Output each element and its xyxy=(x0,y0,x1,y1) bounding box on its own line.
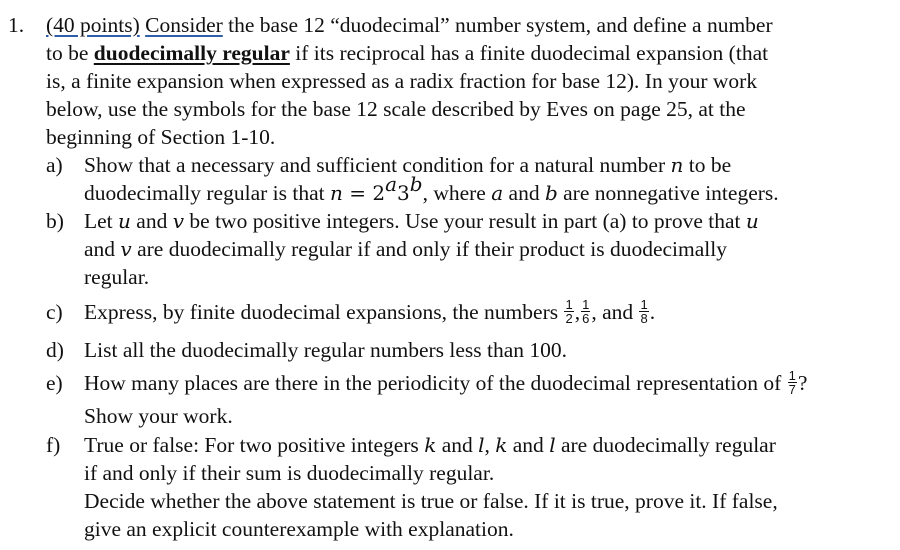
part-f-text: are duodecimally regular xyxy=(555,433,776,457)
part-f-label: f) xyxy=(46,433,61,457)
math-equals-two: = 2 xyxy=(342,181,386,205)
part-e-text: How many places are there in the periodicity of the duodecimal representation of xyxy=(84,371,787,395)
math-var-n: n xyxy=(329,181,343,205)
part-f-line-4: give an explicit counterexample with explanation. xyxy=(84,517,514,541)
fraction-denominator: 7 xyxy=(788,381,796,397)
part-b-line-1 xyxy=(84,207,759,235)
math-three: 3 xyxy=(397,181,410,205)
part-f-text: , xyxy=(484,433,496,457)
part-c-line-1 xyxy=(84,298,655,328)
exponent-a: a xyxy=(385,172,398,196)
fraction-denominator: 8 xyxy=(640,310,648,326)
part-c-and: and xyxy=(596,300,639,324)
fraction-one-sixth xyxy=(581,298,590,325)
part-e-label: e) xyxy=(46,371,63,395)
math-var-n: n xyxy=(670,153,684,177)
part-a-text: duodecimally regular is that xyxy=(84,181,330,205)
part-b-text: and xyxy=(84,237,121,261)
problem-number: 1. xyxy=(8,13,25,37)
part-a-label: a) xyxy=(46,153,63,177)
part-a-text: and xyxy=(503,181,545,205)
part-a-text: are nonnegative integers. xyxy=(557,181,779,205)
math-var-k: k xyxy=(495,433,508,457)
intro-line-3: is, a finite expansion when expressed as a radix fraction for base 12). In your work xyxy=(46,69,758,93)
comma: , xyxy=(574,300,581,324)
fraction-numerator: 1 xyxy=(640,296,648,312)
fraction-one-half xyxy=(564,298,573,325)
fraction-numerator: 1 xyxy=(565,296,573,312)
part-b-text: are duodecimally regular if and only if their product is duodecimally xyxy=(131,237,727,261)
part-e-line-1 xyxy=(84,369,807,399)
part-a-line-1 xyxy=(84,151,731,179)
fraction-one-seventh xyxy=(788,369,797,396)
exponent-b: b xyxy=(409,172,423,196)
fraction-numerator: 1 xyxy=(582,296,590,312)
fraction-one-eighth xyxy=(639,298,648,325)
intro-text-2b: if its reciprocal has a finite duodecimal expansion (that xyxy=(289,41,769,65)
math-var-k: k xyxy=(424,433,437,457)
part-a-text: to be xyxy=(683,153,732,177)
math-var-u: u xyxy=(745,209,759,233)
intro-text-1: the base 12 “duodecimal” number system, and define a number xyxy=(222,13,773,37)
part-b-text: and xyxy=(130,209,173,233)
part-d-label: d) xyxy=(46,338,64,362)
part-c-text: Express, by finite duodecimal expansions, the numbers xyxy=(84,300,564,324)
part-b-text: be two positive integers. Use your result in part (a) to prove that xyxy=(184,209,746,233)
math-var-v: v xyxy=(172,209,185,233)
intro-line-1 xyxy=(46,11,773,39)
part-c-label: c) xyxy=(46,300,63,324)
math-var-v: v xyxy=(120,237,132,261)
question-mark: ? xyxy=(797,371,808,395)
math-var-u: u xyxy=(118,209,131,233)
part-b-text: Let xyxy=(84,209,119,233)
part-b-line-3: regular. xyxy=(84,265,150,289)
part-d-line-1: List all the duodecimally regular numbers less than 100. xyxy=(84,338,568,362)
part-b-label: b) xyxy=(46,209,64,233)
math-var-l: l xyxy=(549,433,556,457)
intro-line-4: below, use the symbols for the base 12 scale described by Eves on page 25, at the xyxy=(46,97,746,121)
intro-line-5: beginning of Section 1-10. xyxy=(46,125,276,149)
part-b-line-2 xyxy=(84,235,727,263)
part-a-text: , where xyxy=(422,181,492,205)
part-f-line-1 xyxy=(84,431,776,459)
math-var-l: l xyxy=(478,433,485,457)
math-var-b: b xyxy=(544,181,558,205)
points-label: (40 points) xyxy=(46,13,140,37)
math-var-a: a xyxy=(491,181,504,205)
part-f-text: and xyxy=(507,433,550,457)
part-f-line-3: Decide whether the above statement is true or false. If it is true, prove it. If false, xyxy=(84,489,778,513)
intro-text-2a: to be xyxy=(46,41,94,65)
part-a-line-2 xyxy=(84,172,779,207)
part-f-text: and xyxy=(436,433,479,457)
part-f-text: True or false: For two positive integers xyxy=(84,433,425,457)
part-a-text: Show that a necessary and sufficient condition for a natural number xyxy=(84,153,671,177)
defined-term: duodecimally regular xyxy=(93,41,290,65)
part-e-line-2: Show your work. xyxy=(84,404,233,428)
fraction-numerator: 1 xyxy=(788,367,796,383)
comma: , xyxy=(591,300,597,324)
fraction-denominator: 2 xyxy=(565,310,573,326)
period: . xyxy=(649,300,656,324)
intro-line-2 xyxy=(46,39,768,67)
fraction-denominator: 6 xyxy=(582,310,590,326)
part-f-line-2: if and only if their sum is duodecimally regular. xyxy=(84,461,495,485)
consider-word: Consider xyxy=(145,13,223,37)
